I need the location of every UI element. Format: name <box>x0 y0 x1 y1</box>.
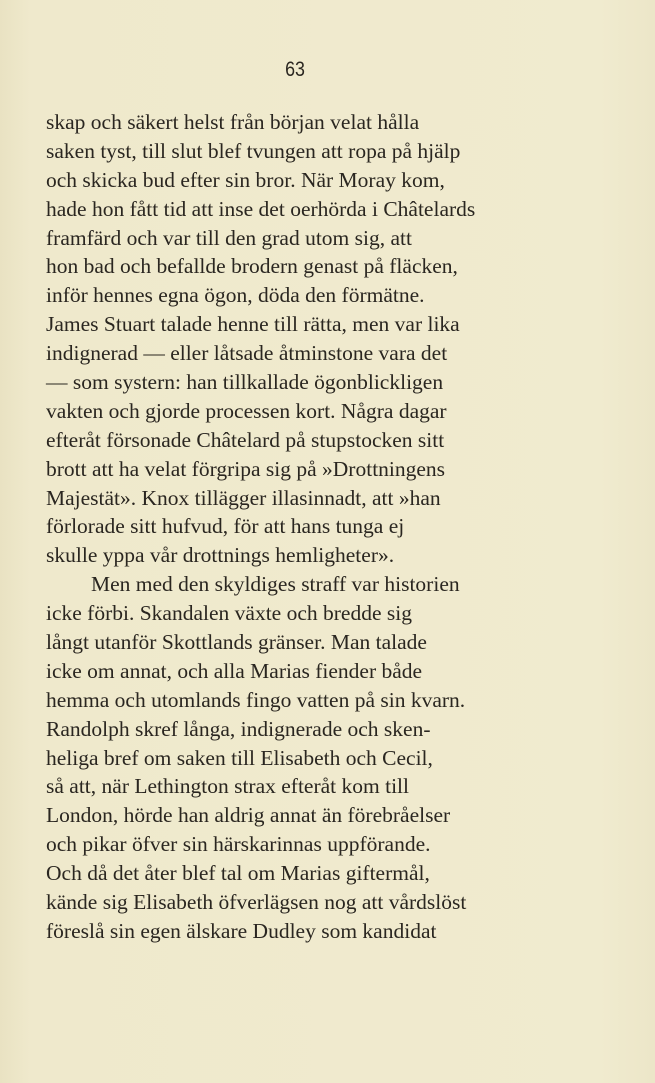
text-line: icke om annat, och alla Marias fiender både <box>46 658 423 683</box>
text-line: Och då det åter blef tal om Marias giftermål, <box>46 861 430 886</box>
text-line: och pikar öfver sin härskarinnas uppförande. <box>46 832 431 857</box>
text-line: hade hon fått tid att inse det oerhörda i Châtelards <box>46 196 476 221</box>
text-line: London, hörde han aldrig annat än förebråelser <box>46 803 451 828</box>
text-line: Majestät». Knox tillägger illasinnadt, att »han <box>46 485 441 510</box>
text-line: kände sig Elisabeth öfverlägsen nog att vårdslöst <box>46 890 467 915</box>
text-line: — som systern: han tillkallade ögonblickligen <box>46 370 444 395</box>
paragraph-end-line: skulle yppa vår drottnings hemligheter». <box>46 543 395 568</box>
body-text <box>46 108 544 946</box>
text-line: efteråt försonade Châtelard på stupstocken sitt <box>46 427 445 452</box>
text-line: skap och säkert helst från början velat hålla <box>46 110 420 134</box>
text-line: föreslå sin egen älskare Dudley som kandidat <box>46 918 437 943</box>
text-line: icke förbi. Skandalen växte och bredde sig <box>46 601 412 626</box>
text-line: så att, när Lethington strax efteråt kom till <box>46 774 410 799</box>
text-line: Randolph skref långa, indignerade och sken- <box>46 716 431 741</box>
text-line: och skicka bud efter sin bror. När Moray kom, <box>46 167 445 192</box>
text-line: långt utanför Skottlands gränser. Man talade <box>46 630 427 655</box>
text-line: James Stuart talade henne till rätta, men var lika <box>46 312 460 337</box>
paragraph-start-line: Men med den skyldiges straff var historien <box>91 572 460 597</box>
text-line: förlorade sitt hufvud, för att hans tunga ej <box>46 514 405 539</box>
text-line: framfärd och var till den grad utom sig, att <box>46 225 412 250</box>
text-line: heliga bref om saken till Elisabeth och Cecil, <box>46 745 433 770</box>
text-line: brott att ha velat förgripa sig på »Drottningens <box>46 456 446 481</box>
text-line: indignerad — eller låtsade åtminstone vara det <box>46 341 448 366</box>
page-number: 63 <box>285 58 305 81</box>
text-line: hemma och utomlands fingo vatten på sin kvarn. <box>46 687 466 712</box>
text-line: inför hennes egna ögon, döda den förmätne. <box>46 283 425 308</box>
text-line: hon bad och befallde brodern genast på fläcken, <box>46 254 458 279</box>
text-line: saken tyst, till slut blef tvungen att ropa på hjälp <box>46 138 461 163</box>
text-line: vakten och gjorde processen kort. Några dagar <box>46 398 447 423</box>
